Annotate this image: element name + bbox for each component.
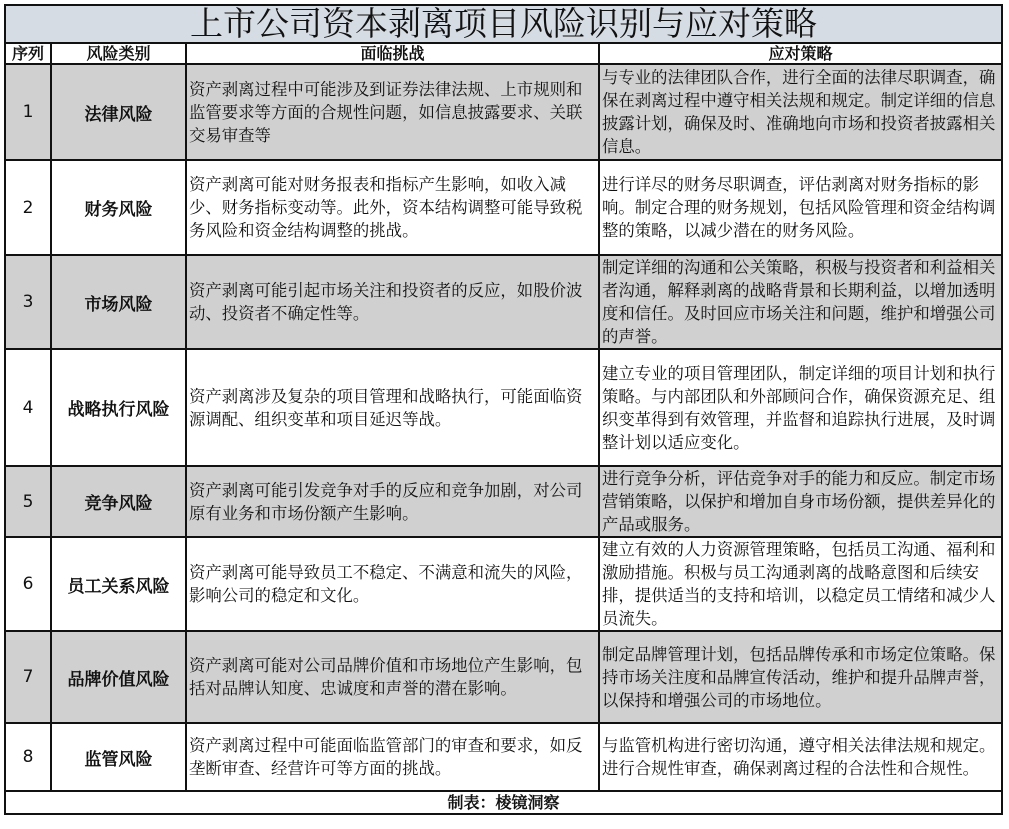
row-challenge: 资产剥离过程中可能面临监管部门的审查和要求，如反垄断审查、经营许可等方面的挑战。 [186,723,599,791]
table-row [5,723,1002,791]
table-row [5,537,1002,631]
header-category: 风险类别 [51,43,186,64]
footer-row [5,791,1002,814]
row-strategy: 进行详尽的财务尽职调查，评估剥离对财务指标的影响。制定合理的财务规划，包括风险管理和资金结构调整的策略，以减少潜在的财务风险。 [599,160,1002,255]
row-strategy: 进行竞争分析，评估竞争对手的能力和反应。制定市场营销策略，以保护和增加自身市场份额，提供差异化的产品或服务。 [599,466,1002,537]
row-index: 4 [5,349,51,466]
row-category: 监管风险 [51,723,186,791]
table-source-credit: 制表：棱镜洞察 [5,791,1002,814]
row-challenge: 资产剥离可能引发竞争对手的反应和竞争加剧，对公司原有业务和市场份额产生影响。 [186,466,599,537]
row-strategy: 建立有效的人力资源管理策略，包括员工沟通、福利和激励措施。积极与员工沟通剥离的战略意图和后续安排，提供适当的支持和培训，以稳定员工情绪和减少人员流失。 [599,537,1002,631]
table-title: 上市公司资本剥离项目风险识别与应对策略 [5,5,1002,43]
row-category: 品牌价值风险 [51,631,186,723]
row-category: 战略执行风险 [51,349,186,466]
header-row [5,43,1002,64]
row-strategy: 与监管机构进行密切沟通，遵守相关法律法规和规定。进行合规性审查，确保剥离过程的合法性和合规性。 [599,723,1002,791]
table-row [5,64,1002,160]
row-challenge: 资产剥离可能引起市场关注和投资者的反应，如股价波动、投资者不确定性等。 [186,255,599,349]
row-challenge: 资产剥离可能对财务报表和指标产生影响，如收入减少、财务指标变动等。此外，资本结构调整可能导致税务风险和资金结构调整的挑战。 [186,160,599,255]
header-index: 序列 [5,43,51,64]
row-category: 财务风险 [51,160,186,255]
row-index: 3 [5,255,51,349]
header-strategy: 应对策略 [599,43,1002,64]
row-index: 1 [5,64,51,160]
header-challenge: 面临挑战 [186,43,599,64]
row-challenge: 资产剥离可能对公司品牌价值和市场地位产生影响，包括对品牌认知度、忠诚度和声誉的潜在影响。 [186,631,599,723]
row-challenge: 资产剥离涉及复杂的项目管理和战略执行，可能面临资源调配、组织变革和项目延迟等战。 [186,349,599,466]
row-category: 市场风险 [51,255,186,349]
row-index: 8 [5,723,51,791]
row-strategy: 制定品牌管理计划，包括品牌传承和市场定位策略。保持市场关注度和品牌宣传活动，维护和提升品牌声誉，以保持和增强公司的市场地位。 [599,631,1002,723]
table-row [5,160,1002,255]
row-index: 5 [5,466,51,537]
risk-table-sheet [4,4,1001,815]
row-strategy: 制定详细的沟通和公关策略，积极与投资者和利益相关者沟通，解释剥离的战略背景和长期利益，以增加透明度和信任。及时回应市场关注和问题，维护和增强公司的声誉。 [599,255,1002,349]
table-row [5,255,1002,349]
table-row [5,466,1002,537]
row-category: 法律风险 [51,64,186,160]
table-row [5,349,1002,466]
row-index: 7 [5,631,51,723]
row-category: 竞争风险 [51,466,186,537]
row-strategy: 与专业的法律团队合作，进行全面的法律尽职调查，确保在剥离过程中遵守相关法规和规定。制定详细的信息披露计划，确保及时、准确地向市场和投资者披露相关信息。 [599,64,1002,160]
row-challenge: 资产剥离可能导致员工不稳定、不满意和流失的风险，影响公司的稳定和文化。 [186,537,599,631]
table-row [5,631,1002,723]
row-index: 6 [5,537,51,631]
row-strategy: 建立专业的项目管理团队，制定详细的项目计划和执行策略。与内部团队和外部顾问合作，确保资源充足、组织变革得到有效管理，并监督和追踪执行进展，及时调整计划以适应变化。 [599,349,1002,466]
row-index: 2 [5,160,51,255]
row-challenge: 资产剥离过程中可能涉及到证券法律法规、上市规则和监管要求等方面的合规性问题，如信息披露要求、关联交易审查等 [186,64,599,160]
row-category: 员工关系风险 [51,537,186,631]
risk-table [4,4,1003,815]
